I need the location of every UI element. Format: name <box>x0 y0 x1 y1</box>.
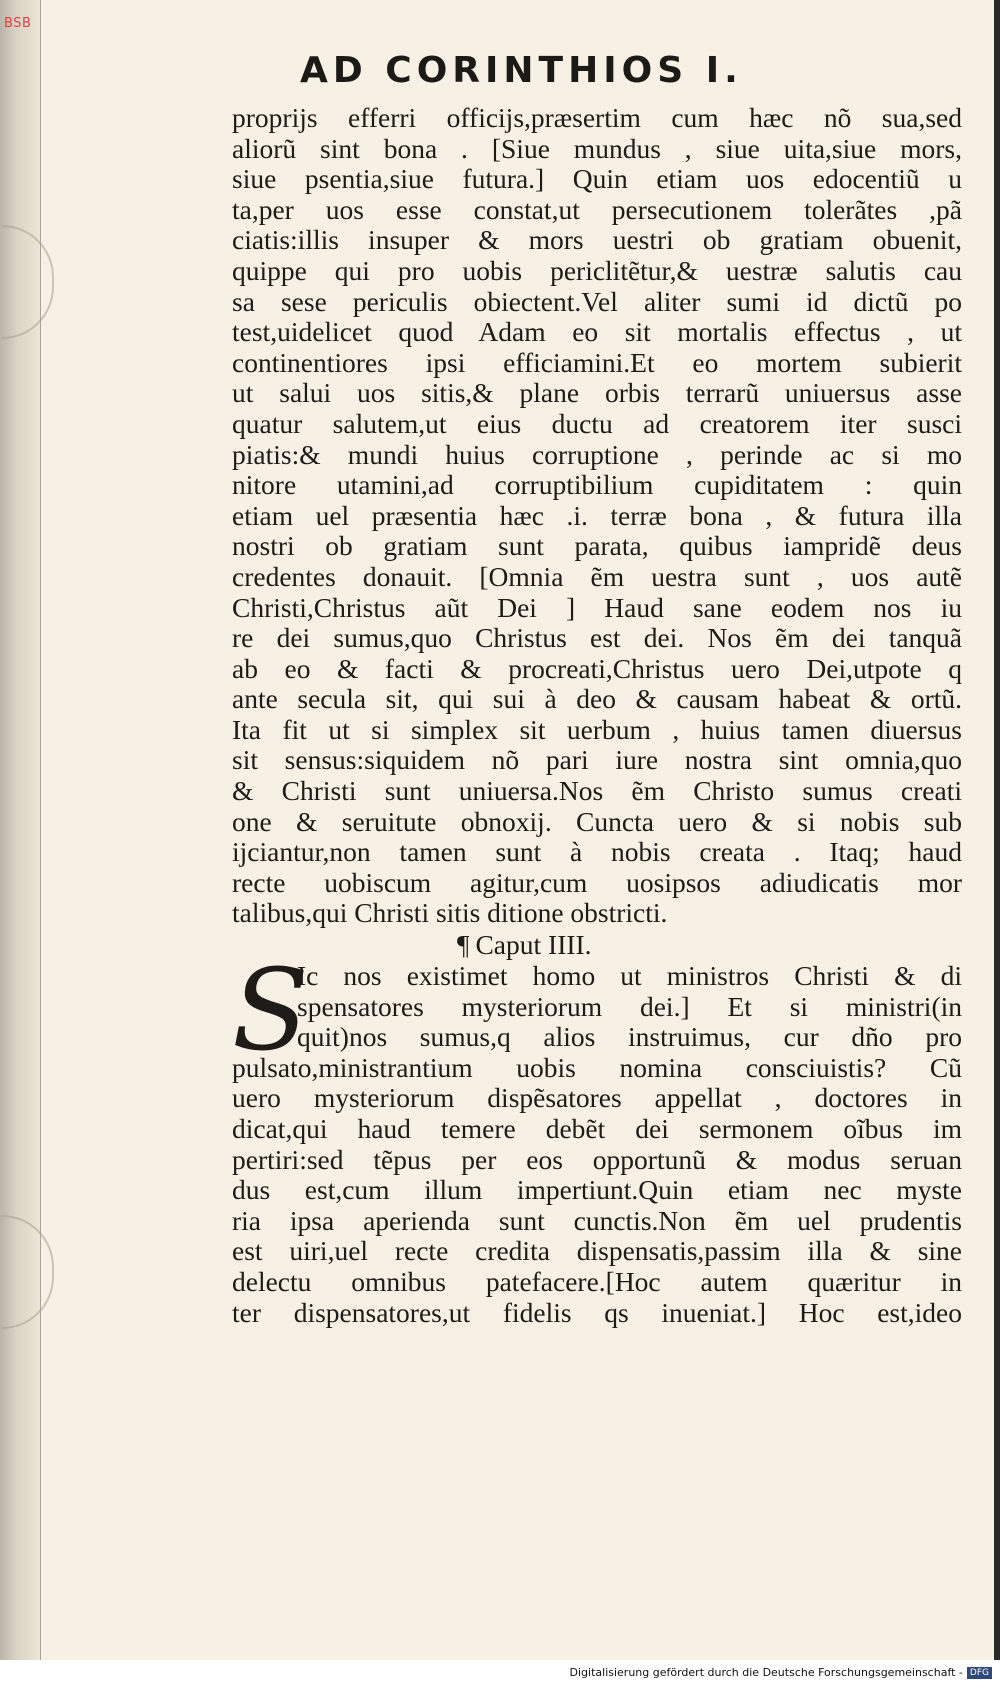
text-line: one & seruitute obnoxij. Cuncta uero & si nobis sub <box>232 806 962 837</box>
text-line: nostri ob gratiam sunt parata, quibus iampridẽ deus <box>232 531 962 562</box>
text-line: dicat,qui haud temere debẽt dei sermonem oĩbus im <box>232 1114 962 1144</box>
text-block <box>232 103 962 1328</box>
footer-credit <box>570 1666 992 1679</box>
text-line: talibus,qui Christi sitis ditione obstricti. <box>232 898 668 929</box>
text-line: nitore utamini,ad corruptibilium cupiditatem : quin <box>232 470 962 501</box>
page-edge-shadow <box>994 0 1000 1660</box>
text-line: pertiri:sed tẽpus per eos opportunũ & modus seruan <box>232 1144 962 1175</box>
footer-text: Digitalisierung gefördert durch die Deutsche Forschungsgemeinschaft - <box>569 1666 963 1679</box>
text-line: re dei sumus,quo Christus est dei. Nos ẽm dei tanquã <box>232 623 962 654</box>
text-line: Ita fit ut si simplex sit uerbum , huius tamen diuersus <box>232 714 962 745</box>
text-line: credentes donauit. [Omnia ẽm uestra sunt , uos autẽ <box>232 561 962 592</box>
drop-initial: S <box>232 946 309 1077</box>
text-line: ter dispensatores,ut fidelis qs inueniat.] Hoc est,ideo <box>232 1297 962 1328</box>
clasp-mark-bottom <box>2 1215 54 1329</box>
text-line: est uiri,uel recte credita dispensatis,passim illa & sine <box>232 1236 962 1267</box>
text-line: piatis:& mundi huius corruptione , perinde ac si mo <box>232 439 962 470</box>
text-line: recte uobiscum agitur,cum uosipsos adiudicatis mor <box>232 867 962 898</box>
commentary-paragraph <box>232 103 962 929</box>
text-line: Christi,Christus aũt Dei ] Haud sane eodem nos iu <box>232 592 962 623</box>
text-line: uero mysteriorum dispẽsatores appellat , doctores in <box>232 1083 962 1114</box>
text-line: ciatis:illis insuper & mors uestri ob gratiam obuenit, <box>232 225 962 256</box>
text-line: ria ipsa aperienda sunt cunctis.Non ẽm uel prudentis <box>232 1205 962 1236</box>
text-line: continentiores ipsi efficiamini.Et eo mortem subierit <box>232 347 962 378</box>
text-line: ut salui uos sitis,& plane orbis terrarũ uniuersus asse <box>232 378 962 409</box>
text-line: pulsato,ministrantium uobis nomina consciuistis? Cũ <box>232 1052 962 1083</box>
bsb-watermark: BSB <box>4 16 32 31</box>
pilcrow-icon: ¶ <box>457 929 470 961</box>
running-head: AD CORINTHIOS I. <box>300 50 743 91</box>
text-line: etiam uel præsentia hæc .i. terræ bona , & futura illa <box>232 500 962 531</box>
text-line: sit sensus:siquidem nõ pari iure nostra sint omnia,quo <box>232 745 962 776</box>
text-line: proprijs efferri officijs,præsertim cum hæc nõ sua,sed <box>232 103 962 133</box>
text-line: ante secula sit, qui sui à deo & causam habeat & ortũ. <box>232 684 962 715</box>
text-line: spensatores mysteriorum dei.] Et si ministri(in <box>297 991 962 1022</box>
clasp-mark-top <box>2 225 54 339</box>
text-line: dus est,cum illum impertiunt.Quin etiam nec myste <box>232 1175 962 1206</box>
text-line: aliorũ sint bona . [Siue mundus , siue uita,siue mors, <box>232 133 962 164</box>
text-line: & Christi sunt uniuersa.Nos ẽm Christo sumus creati <box>232 776 962 807</box>
drop-cap-lines <box>232 961 962 1053</box>
text-line: quit)nos sumus,q alios instruimus, cur dño pro <box>297 1022 962 1053</box>
text-line: siue psentia,siue futura.] Quin etiam uos edocentiũ u <box>232 164 962 195</box>
text-line: ijciantur,non tamen sunt à nobis creata . Itaq; haud <box>232 837 962 868</box>
text-line: ta,per uos esse constat,ut persecutionem tolerãtes ,pã <box>232 194 962 225</box>
text-line: ab eo & facti & procreati,Christus uero Dei,utpote q <box>232 653 962 684</box>
dfg-logo: DFG <box>967 1667 992 1679</box>
chapter-heading-label: Caput IIII. <box>475 929 592 961</box>
text-line: Ic nos existimet homo ut ministros Christi & di <box>297 961 962 992</box>
chapter-paragraph <box>232 1053 962 1328</box>
text-line: quippe qui pro uobis periclitẽtur,& uestræ salutis cau <box>232 255 962 286</box>
text-line: quatur salutem,ut eius ductu ad creatorem iter susci <box>232 408 962 439</box>
chapter-heading <box>232 929 962 961</box>
text-line: test,uidelicet quod Adam eo sit mortalis effectus , ut <box>232 317 962 348</box>
text-line: delectu omnibus patefacere.[Hoc autem quæritur in <box>232 1266 962 1297</box>
text-line: sa sese periculis obiectent.Vel aliter sumi id dictũ po <box>232 286 962 317</box>
